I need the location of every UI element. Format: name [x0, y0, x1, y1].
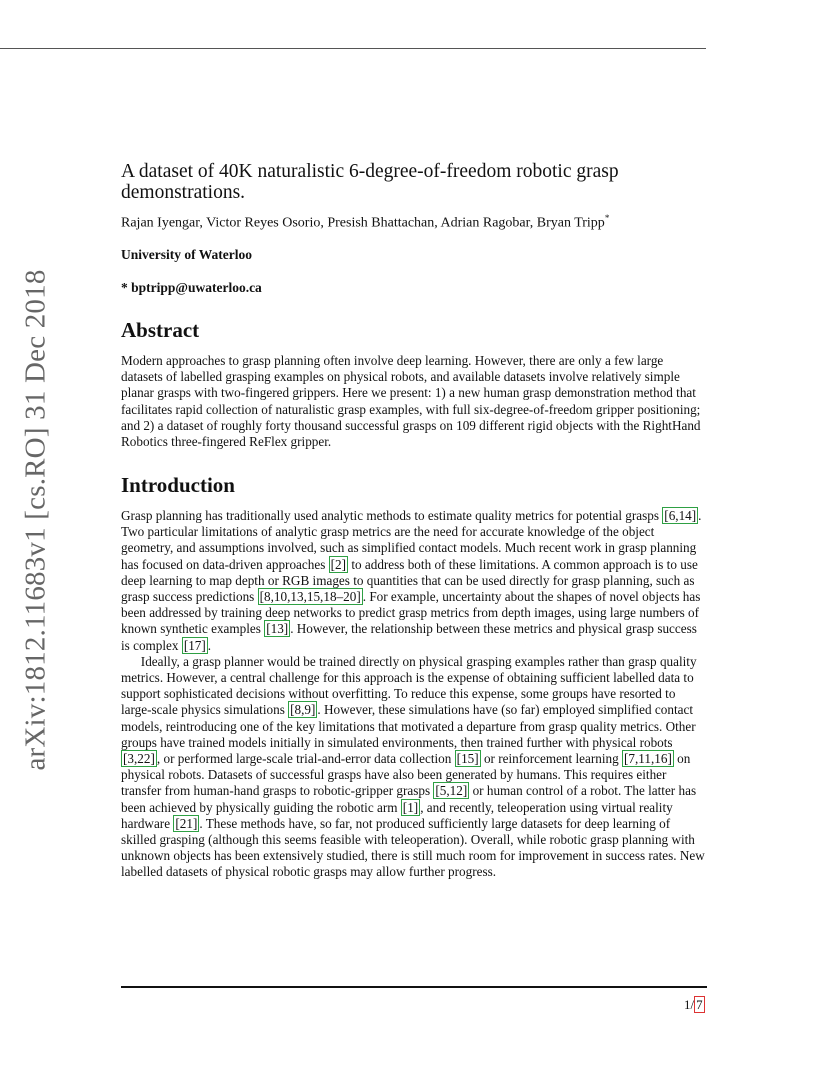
- paragraph-text: , and recently, teleoperation using virtual reality hardware: [121, 799, 673, 831]
- paragraph-text: . For example, uncertainty about the shapes of novel objects has been addressed by training deep networks to predict grasp metrics from depth images, using large numbers of known synthetic examples: [121, 589, 701, 637]
- paragraph-text: or human control of a robot. The latter has been achieved by physically guiding the robotic arm: [121, 783, 697, 815]
- header-rule: [0, 48, 706, 49]
- paragraph-text: or reinforcement learning: [480, 751, 622, 767]
- paragraph-text: . However, these simulations have (so far) employed simplified contact models, reintroducing one of the key limitations that motivated a departure from grasp quality metrics. Other groups have trained models initially in simulated environments, then trained further with physical robots: [121, 702, 696, 750]
- citation-link[interactable]: [8,10,13,15,18–20]: [259, 589, 361, 605]
- page-total-link[interactable]: 7: [696, 997, 703, 1012]
- corresponding-author-mark: *: [604, 213, 610, 223]
- page-current: 1/: [684, 997, 695, 1012]
- paragraph-text: Grasp planning has traditionally used analytic methods to estimate quality metrics for potential grasps: [121, 508, 663, 523]
- author-names: Rajan Iyengar, Victor Reyes Osorio, Presish Bhattachan, Adrian Ragobar, Bryan Tripp: [121, 215, 605, 231]
- paragraph-text: to address both of these limitations. A common approach is to use deep learning to map depth or RGB images to quantities that can be used directly for grasp planning, such as grasp success predictions: [121, 556, 698, 605]
- intro-paragraph-1: [121, 508, 707, 654]
- citation-link[interactable]: [13]: [266, 621, 289, 637]
- abstract-heading: Abstract: [121, 318, 200, 342]
- paragraph-text: . However, the relationship between these metrics and physical grasp success is complex: [121, 621, 697, 653]
- citation-link[interactable]: [7,11,16]: [624, 751, 672, 767]
- citation-link[interactable]: [5,12]: [435, 783, 468, 799]
- paragraph-text: . These methods have, so far, not produced sufficiently large datasets for deep learning of skilled grasping (although this seems feasible with teleoperation). Overall, while robotic grasp planning with unknown objects has been extensively studied, there is still much room for improvement in success rates. New labelled datasets of physical robotic grasps may allow further progress.: [121, 815, 705, 880]
- contact-email[interactable]: * bptripp@uwaterloo.ca: [121, 280, 262, 295]
- citation-link[interactable]: [3,22]: [123, 751, 155, 767]
- citation-link[interactable]: [8,9]: [290, 702, 316, 718]
- citation-link[interactable]: [17]: [183, 637, 206, 653]
- citation-link[interactable]: [15]: [456, 751, 479, 767]
- paragraph-text: . Two particular limitations of analytic grasp metrics are the need for accurate knowledge of the object geometry, and assumptions involved, such as simplified contact models. Much recent work in grasp planning has focused on data-driven approaches: [121, 508, 702, 572]
- citation-link[interactable]: [21]: [175, 815, 198, 831]
- citation-link[interactable]: [1]: [402, 799, 419, 815]
- abstract-text: Modern approaches to grasp planning often involve deep learning. However, there are only a few large datasets of labelled grasping examples on physical robots, and available datasets involve relatively simple planar grasps with two-fingered grippers. Here we present: 1) a new human grasp demonstration method that facilitates rapid collection of naturalistic grasp examples, with full six-degree-of-freedom gripper positioning; and 2) a dataset of roughly forty thousand successful grasps on 109 different rigid objects with the RightHand Robotics three-fingered ReFlex gripper.: [121, 353, 701, 450]
- introduction-body: [121, 508, 707, 881]
- introduction-heading: Introduction: [121, 473, 235, 497]
- footer-rule: [121, 986, 707, 988]
- intro-paragraph-2: [121, 654, 707, 881]
- citation-link[interactable]: [6,14]: [664, 508, 697, 523]
- paper-title: A dataset of 40K naturalistic 6-degree-of-freedom robotic grasp demonstrations.: [121, 161, 619, 203]
- affiliation: University of Waterloo: [121, 247, 252, 262]
- paragraph-text: , or performed large-scale trial-and-error data collection: [156, 751, 455, 767]
- arxiv-identifier-stamp[interactable]: arXiv:1812.11683v1 [cs.RO] 31 Dec 2018: [19, 269, 52, 771]
- author-list: [121, 213, 609, 232]
- paragraph-text: on physical robots. Datasets of successful grasps have also been generated by humans. This requires either transfer from human-hand grasps to robotic-gripper grasps: [121, 751, 691, 799]
- page-number: [684, 997, 705, 1013]
- citation-link[interactable]: [2]: [330, 556, 347, 572]
- paragraph-text: .: [207, 637, 212, 653]
- paragraph-text: Ideally, a grasp planner would be trained directly on physical grasping examples rather than grasp quality metrics. However, a central challenge for this approach is the expense of obtaining sufficient labelled data to support sophisticated decisions without overfitting. To reduce this expense, some groups have resorted to large-scale physics simulations: [121, 653, 697, 718]
